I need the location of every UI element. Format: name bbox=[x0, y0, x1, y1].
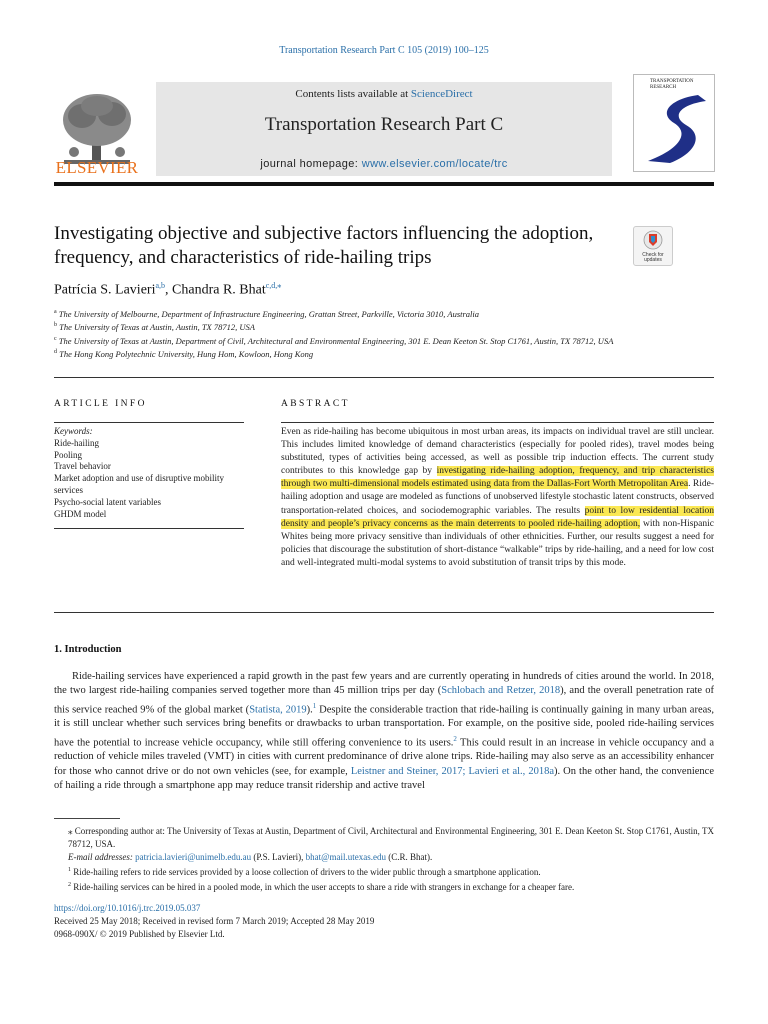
keyword-item: GHDM model bbox=[54, 508, 107, 519]
footnote-ref[interactable]: 2 bbox=[453, 734, 457, 743]
received-dates: Received 25 May 2018; Received in revised form 7 March 2019; Accepted 28 May 2019 bbox=[54, 916, 375, 926]
keyword-item: Psycho-social latent variables bbox=[54, 496, 161, 507]
journal-banner bbox=[156, 82, 612, 176]
contents-prefix: Contents lists available at bbox=[295, 88, 411, 100]
affiliation-text: The University of Texas at Austin, Austin, TX 78712, USA bbox=[59, 322, 255, 333]
abstract-segment: Even as ride-hailing has become ubiquitous in most urban areas, its impacts on individual travel are still unclear. This includes limited knowledge of demand characteristics (especially for pooled rides), travel modes being substituted, types of activities being accessed, as well as possible trip induction effects. The current study contributes to this knowledge gap by bbox=[281, 427, 714, 477]
affiliation-item bbox=[54, 320, 634, 333]
author-affiliation-mark[interactable]: c,d,⁎ bbox=[265, 281, 282, 290]
intro-text: Despite the considerable traction that ride-hailing is continually gaining in many urban areas, it is still unclear whether such services bring benefits or drawbacks to urban transportation. For example, on the positive side, pooled ride-hailing services have the potential to increase vehicle occupancy, while still offering convenience to its users. bbox=[54, 704, 714, 749]
author-affiliation-mark[interactable]: a,b bbox=[155, 281, 166, 290]
contents-line bbox=[156, 88, 612, 100]
footnote-text: Ride-hailing services can be hired in a pooled mode, in which the user accepts to share a ride with strangers in exchange for a cheaper fare. bbox=[73, 882, 575, 893]
abstract-text bbox=[281, 426, 714, 570]
abstract-rule bbox=[281, 422, 714, 423]
intro-text: ), and the overall penetration rate of this service reached 9% of the global market ( bbox=[54, 685, 714, 716]
affiliation-mark: b bbox=[54, 322, 57, 329]
citation-link[interactable]: Statista, 2019 bbox=[249, 704, 307, 716]
email-owner: (C.R. Bhat). bbox=[385, 852, 433, 863]
issn-copyright: 0968-090X/ © 2019 Published by Elsevier Ltd. bbox=[54, 929, 225, 939]
intro-text: This could result in an increase in vehicle occupancy and a reduction of vehicle miles traveled (VMT) in cities with current predominance of drive alone trips. Ride-hailing may also serve as an accessibility enhancer for those who cannot drive or do not own vehicles (see, for example, bbox=[54, 737, 714, 777]
keywords-label: Keywords: bbox=[54, 426, 93, 436]
footnote-mark: 1 bbox=[68, 867, 71, 874]
footnote-divider bbox=[54, 818, 120, 819]
homepage-prefix: journal homepage: bbox=[260, 158, 362, 170]
footnote-item bbox=[54, 864, 714, 879]
citation-link[interactable]: Schlobach and Retzer, 2018 bbox=[441, 685, 561, 697]
affiliation-item bbox=[54, 307, 634, 320]
doi-link[interactable]: https://doi.org/10.1016/j.trc.2019.05.037 bbox=[54, 903, 201, 913]
email-link[interactable]: patricia.lavieri@unimelb.edu.au bbox=[135, 852, 252, 863]
affiliation-item bbox=[54, 347, 634, 360]
keyword-item: Travel behavior bbox=[54, 461, 111, 472]
paper-title: Investigating objective and subjective factors influencing the adoption, frequency, and characteristics of ride-hailing trips bbox=[54, 223, 594, 268]
journal-cover-thumbnail[interactable] bbox=[633, 74, 715, 172]
elsevier-wordmark: ELSEVIER bbox=[55, 158, 139, 177]
abstract-highlight[interactable]: point to low residential location density and people’s privacy concerns as the main deterrents to pooled ride-hailing adoption, bbox=[281, 505, 714, 529]
intro-text: Ride-hailing services have experienced a rapid growth in the past few years and are currently operating in hundreds of cities around the world. In 2018, the two largest ride-hailing companies served together more than 45 million trips per day ( bbox=[54, 671, 714, 697]
abstract-highlight[interactable]: investigating ride-hailing adoption, frequency, and trip characteristics through two multi-dimensional models estimated using data from the Dallas-Fort Worth Metropolitan Area bbox=[281, 466, 714, 490]
homepage-line bbox=[156, 158, 612, 170]
abstract-segment: with non-Hispanic Whites being more privacy sensitive than individuals of other ethnicities. Further, our results suggest a need for policies that discourage the substitution of short-distance “walkable” trips by ride-hailing, and a need for low cost and well-integrated multi-modal systems to avoid substitution of transit trips by this mode. bbox=[281, 518, 714, 568]
affiliation-list bbox=[54, 307, 634, 360]
article-info-heading: ARTICLE INFO bbox=[54, 399, 147, 409]
email-owner: (P.S. Lavieri), bbox=[251, 852, 306, 863]
keyword-item: Ride-hailing bbox=[54, 437, 99, 448]
keyword-item: Market adoption and use of disruptive mobility services bbox=[54, 473, 224, 495]
affiliation-item bbox=[54, 334, 634, 347]
abstract-segment: . Ride-hailing adoption and usage are modeled as functions of unobserved lifestyle stochastic latent constructs, observed transportation-related choices, and sociodemographic variables. The results bbox=[281, 479, 715, 516]
keywords-block bbox=[54, 426, 254, 520]
affiliation-mark: d bbox=[54, 348, 57, 355]
email-line bbox=[54, 851, 714, 864]
header-divider bbox=[54, 182, 714, 186]
abstract-heading: ABSTRACT bbox=[281, 399, 350, 409]
cover-river-graphic bbox=[640, 93, 708, 165]
article-info-bottom-rule bbox=[54, 528, 244, 529]
email-link[interactable]: bhat@mail.utexas.edu bbox=[305, 852, 386, 863]
affiliation-text: The Hong Kong Polytechnic University, Hung Hom, Kowloon, Hong Kong bbox=[59, 348, 314, 359]
author-name[interactable]: Patrícia S. Lavieri bbox=[54, 282, 156, 298]
affiliation-text: The University of Texas at Austin, Department of Civil, Architectural and Environmental Engineering, 301 E. Dean Keeton St. Stop C1761, Austin, TX 78712, USA bbox=[58, 335, 614, 346]
introduction-paragraph bbox=[54, 670, 714, 793]
corresponding-author-note: ⁎ Corresponding author at: The University of Texas at Austin, Department of Civil, Architectural and Environmental Engineering, 301 E. Dean Keeton St. Stop C1761, Austin, TX 78712, USA. bbox=[68, 826, 714, 850]
journal-reference-link[interactable]: Transportation Research Part C 105 (2019) 100–125 bbox=[279, 45, 489, 56]
footnotes bbox=[54, 825, 714, 894]
article-info-rule bbox=[54, 422, 244, 423]
abstract-bottom-rule bbox=[54, 612, 714, 613]
homepage-link[interactable]: www.elsevier.com/locate/trc bbox=[361, 158, 508, 170]
intro-text: ). On the other hand, the convenience of hailing a ride through a smartphone app may reduce transit ridership and active travel bbox=[54, 765, 714, 792]
footnote-ref[interactable]: 1 bbox=[312, 701, 317, 710]
publication-info bbox=[54, 902, 714, 941]
journal-header bbox=[54, 74, 714, 184]
crossmark-label: Check for updates bbox=[642, 252, 664, 263]
footnote-mark: 2 bbox=[68, 882, 71, 889]
affiliation-text: The University of Melbourne, Department of Infrastructure Engineering, Grattan Street, Parkville, Victoria 3010, Australia bbox=[58, 308, 480, 319]
affiliation-mark: a bbox=[54, 309, 57, 315]
footnote-item bbox=[54, 879, 714, 894]
footnote-text: Ride-hailing refers to ride services provided by a loose collection of drivers to the wider public through a smartphone application. bbox=[73, 867, 541, 878]
email-label: E-mail addresses: bbox=[68, 852, 136, 863]
author-name[interactable]: Chandra R. Bhat bbox=[172, 282, 266, 298]
introduction-heading: 1. Introduction bbox=[54, 644, 122, 655]
affiliation-mark: c bbox=[54, 335, 57, 342]
crossmark-icon bbox=[643, 230, 663, 252]
citation-link[interactable]: Leistner and Steiner, 2017; Lavieri et al., 2018a bbox=[350, 765, 554, 777]
check-for-updates-button[interactable] bbox=[633, 226, 673, 266]
journal-title: Transportation Research Part C bbox=[264, 114, 504, 135]
keyword-item: Pooling bbox=[54, 449, 83, 460]
section-divider bbox=[54, 377, 714, 378]
cover-title: TRANSPORTATION RESEARCH bbox=[650, 79, 694, 90]
intro-text: ). bbox=[306, 704, 313, 716]
sciencedirect-link[interactable]: ScienceDirect bbox=[410, 88, 473, 100]
author-list: Patrícia S. Lavieri$^{a,b}$, Chandra R. Bhat$^{c,d,⁎}$ bbox=[54, 281, 282, 298]
